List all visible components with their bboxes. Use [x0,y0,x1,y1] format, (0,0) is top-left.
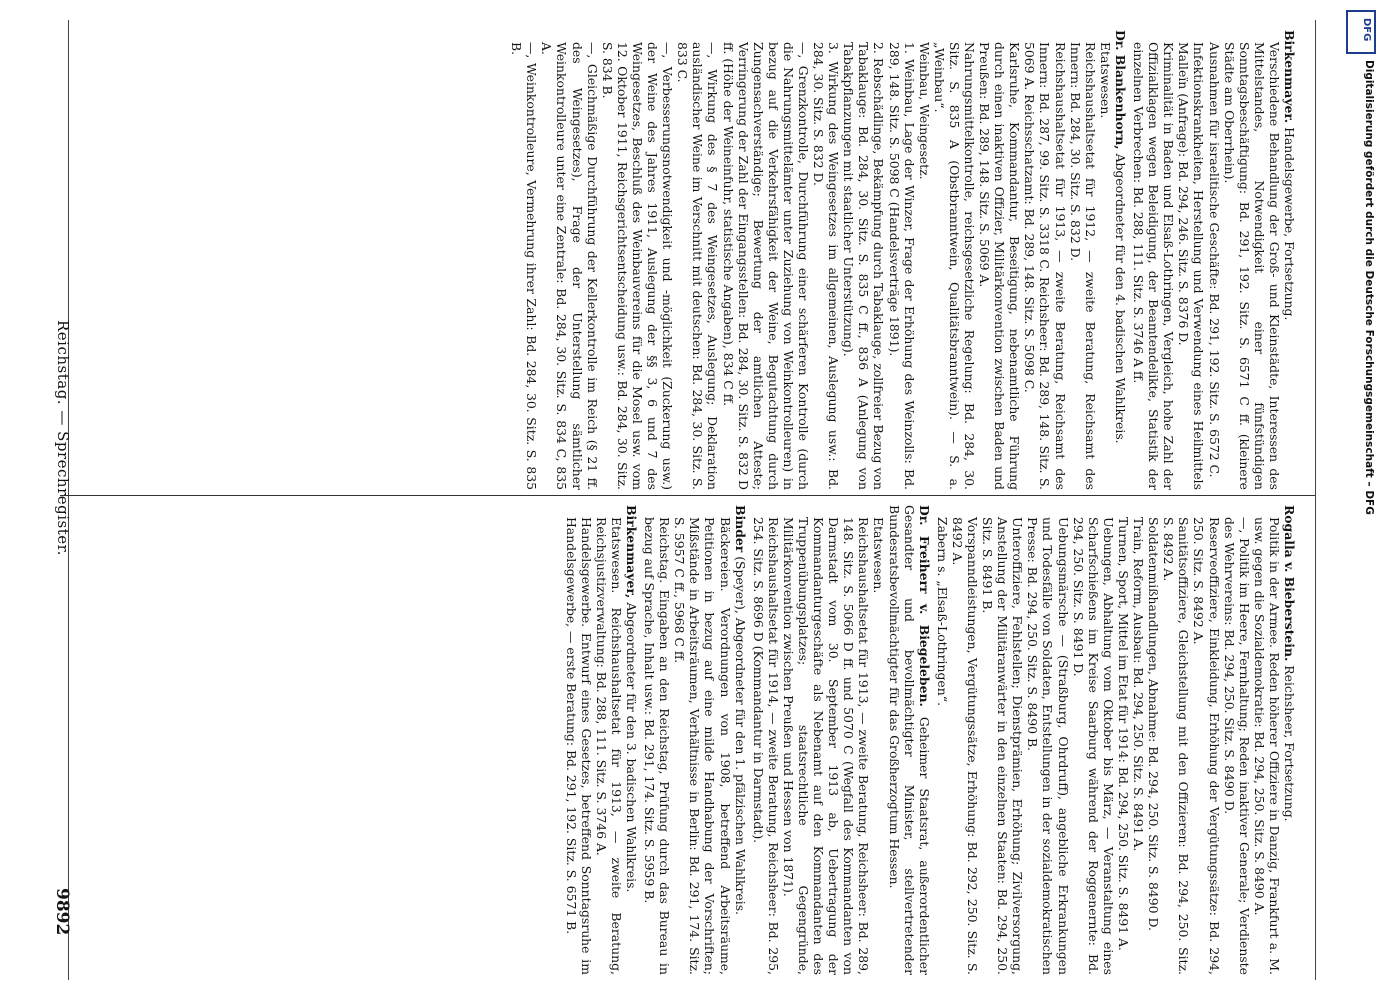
index-entry [1025,505,1070,975]
index-entry [600,30,675,490]
index-entry [917,30,932,490]
speaker-entry [886,505,931,975]
entry-text: Kriminalität in Baden und Elsaß-Lothringen, Vergleich, hohe Zahl der Offizialklagen wegen Beleidigung, der Beamtendelikte, Statistik der einzelnen Verbrechen: Bd. 288, 111. Sitz. S. 3746 A ff. [1131,42,1177,490]
speaker-entry [1113,30,1128,490]
entry-text: Nahrungsmittelkontrolle, reichsgesetzliche Regelung: Bd. 284, 30. Sitz. S. 835 A (Obstbranntwein, Qualitätsbranntwein). — S. a. „Weinbau“. [931,42,978,490]
speaker-entry [733,505,748,975]
entry-text: Turnen, Sport, Mittel im Etat für 1914: Bd. 294, 250. Sitz. S. 8491 A. [1115,517,1131,951]
index-entry [950,505,980,975]
entry-text: Karlsruhe, Kommandantur, Beseitigung, nebenamtliche Führung durch einen inaktiven Offizier, Militärkonvention zwischen Baden und Preußen: Bd. 289, 148. Sitz. S. 5069 A. [977,42,1023,490]
entry-text: Reichstag. Eingaben an den Reichstag, Prüfung durch das Bureau in bezug auf Sprache, Inhalt usw.: Bd. 291, 174. Sitz. S. 5959 B. [642,517,673,975]
dfg-logo: DFG [1346,10,1376,54]
column-divider [60,495,1315,496]
entry-text: Zabern s. „Elsaß-Lothringen“. [934,517,950,707]
index-entry [980,505,1025,975]
entry-text: Reichshaushaltsetat für 1913, — zweite Beratung, Reichsamt des Innern: Bd. 287, 99. Sitz. S. 3318 C. Reichsheer: Bd. 289, 148. Sitz. S. 5069 A. Reichsschatzamt: Bd. 289, 148. Sitz. S. 5098 C. [1022,42,1068,490]
index-entry [935,505,950,975]
index-entry [1161,505,1191,975]
index-entry [1098,30,1113,490]
entry-text: (Speyer), Abgeordneter für den 1. pfälzischen Wahlkreis. [732,556,748,915]
index-entry [1131,505,1146,975]
entry-text: Soldatenmißhandlungen, Abnahme: Bd. 294, 250. Sitz. S. 8490 D. [1146,517,1162,931]
entry-text: —, Weinkontrolleure, Vermehrung ihrer Zahl: Bd. 284, 30. Sitz. S. 835 B. [509,42,540,490]
index-entry [1222,505,1252,975]
index-entry [871,505,886,975]
digitization-credit: Digitalisierung gefördert durch die Deutsche Forschungsgemeinschaft – DFG [1363,60,1375,515]
entry-text: —, Grenzkontrolle, Durchführung einer schärferen Kontrolle (durch die Nahrungsmittelämter unter Zuziehung von Weinkontrolleuren) in bezug auf die Verkehrsfähigkeit der Weine, Begutachtung durch Zungensachverständige; Bewertung der amtlichen Atteste; Verringerung der Zahl der Eingangsstellen: Bd. 284, 30. Sitz. S. 832 D ff. (Höhe der Weineinfuhr, statistische Angaben), 834 C ff. [720,42,811,490]
entry-text: —, Verbesserungsnotwendigkeit und -möglichkeit (Zuckerung usw.) der Weine des Jahres 1911, Auslegung der §§ 3, 6 und 7 des Weingesetzes, Beschluß des Weinbauvereins für die Mosel usw. vom 12. Oktober 1911, Reichsgerichtsentscheidung usw.: Bd. 284, 30. Sitz. S. 834 B. [599,42,676,490]
entry-text: Abgeordneter für den 3. badischen Wahlkreis. [623,602,639,893]
entry-text: Uebungen, Abhaltung vom Oktober bis März, — Veranstaltung eines Scharfschießens im Kreise Saarburg während der Roggenernte: Bd. 294, 250. Sitz. S. 8491 D. [1070,517,1116,975]
index-entry [841,30,886,490]
index-entry [509,30,539,490]
index-entry [594,505,624,975]
index-entry [1222,30,1282,490]
index-entry [1022,30,1067,490]
index-entry [977,30,1022,490]
entry-text: Reichshaushaltsetat für 1914, — zweite Beratung, Reichsheer: Bd. 295, 254. Sitz. S. 8696 D (Kommandantur in Darmstadt). [750,517,781,975]
entry-text: —, Gleichmäßige Durchführung der Kellerkontrolle im Reich (§ 21 ff. des Weingesetzes), Frage der Unterstellung sämtlicher Weinkontrolleure unter eine Zentrale: Bd. 284, 30. Sitz. S. 834 C, 835 A. [539,42,600,490]
speaker-name: Binder [732,505,748,553]
speaker-entry [1282,505,1297,975]
entry-text: Weinbau, Weingesetz. [916,42,932,180]
entry-text: Unteroffiziere, Fehlstellen; Dienstprämien, Erhöhung; Zivilversorgung, Anstellung der Militäranwärter in den einzelnen Staaten: Bd. 294, 250. Sitz. S. 8491 B. [980,517,1026,975]
index-entry [1176,30,1206,490]
index-entry [720,30,811,490]
entry-text: Etatswesen. [871,517,887,594]
index-entry [886,30,916,490]
entry-text: Abgeordneter für den 4. badischen Wahlkreis. [1112,153,1128,444]
entry-text: Infektionskrankheiten, Herstellung und Verwendung eines Heilmittels Malleïn (Anfrage): Bd. 294, 246. Sitz. S. 8376 D. [1176,42,1207,490]
speaker-entry [624,505,639,975]
entry-text: Handelsgewerbe, Fortsetzung. [1282,127,1297,321]
entry-text: Uebungsmärsche — (Straßburg, Ohrdruff), angebliche Erkrankungen und Todesfälle von Soldaten, Entstellungen in der sozialdemokratischen Presse: Bd. 294, 250. Sitz. S. 8490 B. [1025,517,1071,975]
speaker-name: Dr. Blankenhorn, [1112,30,1128,150]
entry-text: —, Politik im Heere, Fernhaltung; Reden inaktiver Generale; Verdienste des Wehrvereins: Bd. 294, 250. Sitz. S. 8490 D. [1221,517,1252,975]
entry-text: Train, Reform, Ausbau: Bd. 294, 250. Sitz. S. 8491 A. [1131,517,1147,852]
entry-text: Reichsheer, Fortsetzung. [1282,665,1297,822]
index-entry [539,30,599,490]
index-entry [675,30,720,490]
entry-text: Vorspanndleistungen, Vergütungssätze, Erhöhung: Bd. 292, 250. Sitz. S. 8492 A. [949,517,981,975]
page-border-right [1315,20,1316,980]
index-entry [1252,505,1282,975]
entry-text: 1. Weinbau, Lage der Winzer, Frage der Erhöhung des Weinzolls: Bd. 289, 148. Sitz. S. 5098 C (Handelsverträge 1891). [886,42,917,490]
entry-text: Politik in der Armee. Reden höherer Offiziere in Danzig, Frankfurt a. M. usw. gegen die Sozialdemokratie: Bd. 294, 250. Sitz. S. 8490 A. [1251,517,1282,975]
index-entry [1206,30,1221,490]
speaker-name: Birkenmayer. [1282,30,1297,124]
entry-text: Handelsgewerbe. Entwurf eines Gesetzes, betreffend Sonntagsruhe im Handelsgewerbe, — erste Beratung: Bd. 291, 192. Sitz. S. 6571 B. [563,517,594,975]
index-entry [672,505,732,975]
speaker-name: Rogalla v. Bieberstein. [1282,505,1297,662]
index-entry [1068,30,1098,490]
entry-text: Ausnahmen für israelitische Geschäfte: Bd. 291, 192. Sitz. S. 6572 C. [1206,42,1222,478]
entry-text: 2. Rebschädlinge, Bekämpfung durch Tabaklauge, zollfreier Bezug von Tabaklauge: Bd. 284, 30. Sitz. S. 835 C ff., 836 A (Anlegung von Tabakpflanzungen mit staatlicher Unterstützung). [841,42,887,490]
index-entry [781,505,872,975]
speaker-entry [1282,30,1297,490]
running-title: Reichstag. — Sprechregister. [54,320,72,556]
entry-text: Reichshaushaltsetat für 1913, — zweite Beratung, Reichsheer: Bd. 289, 148. Sitz. S. 5066 D ff. und 5070 C (Wegfall des Kommandanten von Darmstadt vom 30. September 1913 ab, Uebertragung der Kommandanturgeschäfte als Nebenamt auf den Kommandanten des Truppenübungsplatzes; staatsrechtliche Gegengründe, Militärkonvention zwischen Preußen und Hessen von 1871). [780,517,872,975]
index-entry [811,30,841,490]
speaker-name: Dr. Freiherr v. Biegeleben. [916,505,932,707]
column-rogalla-biegeleben-binder [563,505,1300,975]
entry-text: Etatswesen. [1097,42,1113,119]
index-entry [932,30,977,490]
entry-text: Sanitätsoffiziere, Gleichstellung mit den Offizieren: Bd. 294, 250. Sitz. S. 8492 A. [1161,517,1192,975]
entry-text: Reichshaushaltsetat für 1912, — zweite Beratung, Reichsamt des Innern: Bd. 284, 30. Sitz. S. 832 D. [1067,42,1098,490]
index-entry [1116,505,1131,975]
page-number: 9892 [52,888,72,936]
entry-text: Etatswesen. Reichshaushaltsetat für 1913, — zweite Beratung, Reichsjustizverwaltung: Bd. 288, 111. Sitz. S. 3746 A. [593,517,624,975]
index-entry [1146,505,1161,975]
index-entry [642,505,672,975]
entry-text: Verschiedene Behandlung der Groß- und Kleinstädte, Interessen des Mittelstandes, Notwendigkeit einer fünfstündigen Sonntagsbeschäftigung: Bd. 291, 192. Sitz. S. 6571 C ff. (kleinere Städte am Oberrhein). [1221,42,1282,490]
index-entry [1071,505,1116,975]
index-entry [1191,505,1221,975]
index-entry [564,505,594,975]
entry-text: Reserveoffiziere, Einkleidung, Erhöhung der Vergütungssätze: Bd. 294, 250. Sitz. S. 8492 A. [1191,517,1222,975]
column-birkenmayer-blankenhorn [509,30,1300,490]
entry-text: Geheimer Staatsrat, außerordentlicher Gesandter und bevollmächtigter Minister, stellvertretender Bundesratsbevollmächtigter für das Großherzogtum Hessen. [886,505,932,975]
speaker-name: Birkenmayer, [623,505,639,599]
index-entry [751,505,781,975]
entry-text: 3. Wirkung des Weingesetzes im allgemeinen, Auslegung usw.: Bd. 284, 30. Sitz. S. 832 D. [811,42,842,490]
entry-text: Bäckereien. Verordnungen von 1908, betreffend Arbeitsräume, Petitionen in bezug auf eine milde Handhabung der Vorschriften; Mißstände in Arbeitsräumen, Verhältnisse in Berlin: Bd. 291, 174. Sitz. S. 5957 C ff., 5968 C ff. [672,517,733,975]
entry-text: —, Wirkung des § 7 des Weingesetzes, Auslegung; Deklaration ausländischer Weine im Verschnitt mit deutschen: Bd. 284, 30. Sitz. S. 833 C. [675,42,721,490]
index-entry [1131,30,1176,490]
